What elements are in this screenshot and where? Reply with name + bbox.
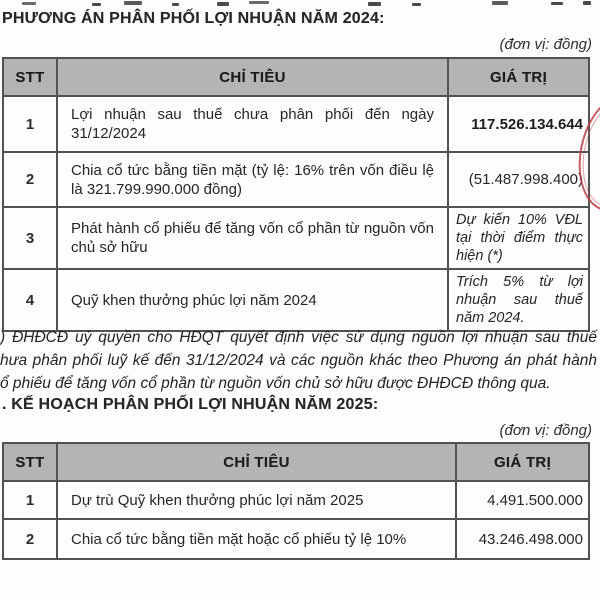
table-row: [3, 152, 589, 207]
section-heading-2025: . KẾ HOẠCH PHÂN PHỐI LỢI NHUẬN NĂM 2025:: [2, 396, 379, 413]
cropped-text-fragments: [0, 0, 600, 8]
footnote-line: ) ĐHĐCĐ uỷ quyền cho HĐQT quyết định việc sử dụng nguồn lợi nhuận sau thuế: [0, 329, 597, 346]
table-row: [3, 519, 589, 559]
item-cell: Chia cổ tức bằng tiền mặt (tỷ lệ: 16% trên vốn điều lệ là 321.799.990.000 đồng): [57, 152, 448, 207]
unit-note-2024: (đơn vị: đồng): [499, 36, 592, 53]
value-cell: (51.487.998.400): [448, 152, 589, 207]
col-header-chi-tieu: CHỈ TIÊU: [57, 443, 456, 481]
item-cell: Phát hành cổ phiếu để tăng vốn cổ phần từ nguồn vốn chủ sở hữu: [57, 207, 448, 269]
table-header-row: [3, 58, 589, 96]
col-header-stt: STT: [3, 58, 57, 96]
row-number-cell: 2: [3, 152, 57, 207]
row-number-cell: 1: [3, 96, 57, 152]
footnote-line: ổ phiếu để tăng vốn cổ phần từ nguồn vốn chủ sở hữu được ĐHĐCĐ thông qua.: [0, 375, 551, 392]
col-header-stt: STT: [3, 443, 57, 481]
col-header-gia-tri: GIÁ TRỊ: [448, 58, 589, 96]
value-cell: Dự kiến 10% VĐL tại thời điểm thực hiện (*): [448, 207, 589, 269]
row-number-cell: 2: [3, 519, 57, 559]
item-cell: Lợi nhuận sau thuế chưa phân phối đến ngày 31/12/2024: [57, 96, 448, 152]
col-header-chi-tieu: CHỈ TIÊU: [57, 58, 448, 96]
profit-plan-table-2025: [2, 442, 590, 560]
table-header-row: [3, 443, 589, 481]
profit-distribution-table-2024: [2, 57, 590, 332]
table-row: [3, 96, 589, 152]
row-number-cell: 4: [3, 269, 57, 331]
value-cell: 43.246.498.000: [456, 519, 589, 559]
row-number-cell: 3: [3, 207, 57, 269]
table-row: [3, 207, 589, 269]
table-row: [3, 481, 589, 519]
value-cell: Trích 5% từ lợi nhuận sau thuế năm 2024.: [448, 269, 589, 331]
item-cell: Chia cổ tức bằng tiền mặt hoặc cổ phiếu tỷ lệ 10%: [57, 519, 456, 559]
unit-note-2025: (đơn vị: đồng): [499, 422, 592, 439]
row-number-cell: 1: [3, 481, 57, 519]
value-cell: 4.491.500.000: [456, 481, 589, 519]
col-header-gia-tri: GIÁ TRỊ: [456, 443, 589, 481]
section-heading-2024: PHƯƠNG ÁN PHÂN PHỐI LỢI NHUẬN NĂM 2024:: [2, 10, 385, 27]
footnote-paragraph: [0, 326, 597, 395]
table-row: [3, 269, 589, 331]
value-cell: 117.526.134.644: [448, 96, 589, 152]
footnote-line: hưa phân phối luỹ kế đến 31/12/2024 và các nguồn khác theo Phương án phát hành: [0, 352, 597, 369]
item-cell: Quỹ khen thưởng phúc lợi năm 2024: [57, 269, 448, 331]
item-cell: Dự trù Quỹ khen thưởng phúc lợi năm 2025: [57, 481, 456, 519]
